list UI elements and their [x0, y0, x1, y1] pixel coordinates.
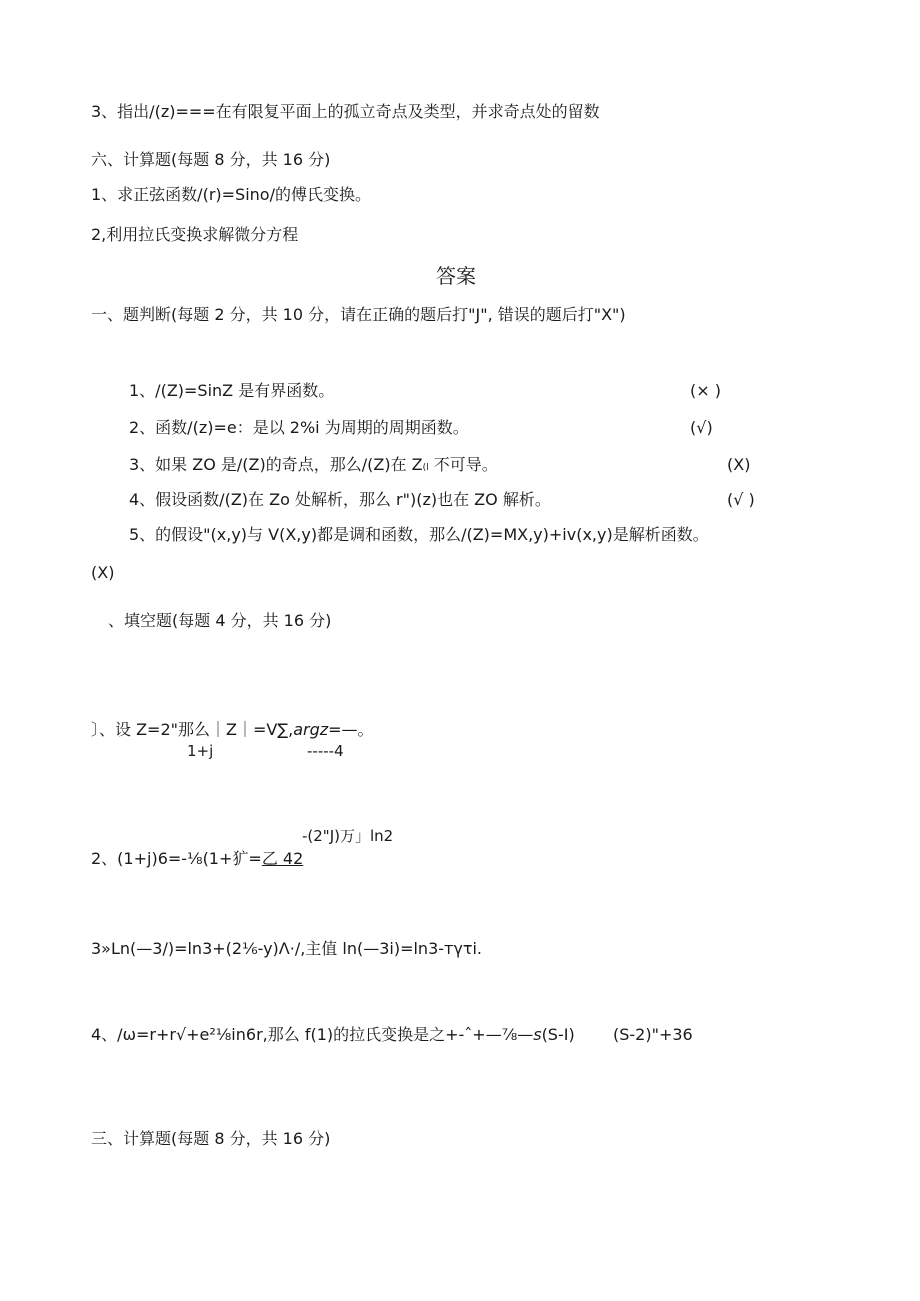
fill-q4-main: 4、/ω=r+r√+e²⅛in6r,那么 f(1)的拉氏变换是之+-ˆ+—⅞— — [91, 1025, 534, 1044]
tf-item-3-text: 3、如果 ZO 是/(Z)的奇点，那么/(Z)在 Z — [129, 455, 423, 474]
tf-item-3-text-after: 不可导。 — [428, 455, 498, 474]
tf-item-1-mark: (× ) — [690, 381, 721, 400]
part1-heading: 一、题判断(每题 2 分，共 10 分，请在正确的题后打"J", 错误的题后打"X") — [91, 305, 626, 324]
fill-q2-numerator: -(2"J)万」ln2 — [302, 827, 394, 845]
tf-item-5: 5、的假设"(x,y)与 V(X,y)都是调和函数，那么/(Z)=MX,y)+iv(x,y)是解析函数。 — [129, 525, 709, 544]
part3-heading: 三、计算题(每题 8 分，共 16 分) — [91, 1129, 331, 1148]
answers-title: 答案 — [436, 264, 476, 288]
tf-item-4: 4、假设函数/(Z)在 Zo 处解析，那么 r")(z)也在 ZO 解析。 — [129, 490, 551, 509]
tf-item-1: 1、/(Z)=SinZ 是有界函数。 — [129, 381, 335, 400]
fill-q1-main: 〕、设 Z=2"那么｜Z｜=V∑, — [91, 720, 294, 739]
tf-item-3-mark: (X) — [727, 455, 751, 474]
fill-q4-s: s — [533, 1025, 542, 1044]
tf-item-3 — [129, 457, 498, 473]
part2-heading: 、填空题(每题 4 分，共 16 分) — [108, 611, 332, 630]
tf-item-5-mark: (X) — [91, 563, 115, 582]
fill-q2-answer: 乙 42 — [261, 849, 304, 868]
fill-q4-sl: (S-I) — [541, 1025, 575, 1044]
fill-q1-arg: argz — [293, 720, 329, 739]
fill-q2-main: 2、(1+j)6=-⅛(1+犷= — [91, 849, 262, 868]
tf-item-4-mark: (√ ) — [727, 490, 755, 509]
tf-item-2-mark: (√) — [690, 418, 713, 437]
question-3-residue: 3、指出/(z)===在有限复平面上的孤立奇点及类型，并求奇点处的留数 — [91, 102, 600, 121]
fill-q1-tail: =—。 — [328, 720, 374, 739]
fill-q4-tail: (S-2)"+36 — [613, 1025, 693, 1044]
tf-item-3-subscript: (l — [422, 463, 429, 473]
section-6-heading: 六、计算题(每题 8 分，共 16 分) — [91, 150, 331, 169]
fill-q4 — [91, 1027, 575, 1043]
fill-q3: 3»Ln(—3/)=ln3+(2⅙-y)Λ·/,主值 ln(—3i)=ln3-тγτi. — [91, 939, 482, 958]
question-6-1: 1、求正弦函数/(r)=Sino/的傅氏变换。 — [91, 185, 371, 204]
fill-q1-fraction: -----4 — [307, 742, 344, 760]
fill-q1-denominator: 1+j — [187, 742, 214, 760]
tf-item-2: 2、函数/(z)=e：是以 2%i 为周期的周期函数。 — [129, 418, 469, 437]
question-6-2: 2,利用拉氏变换求解微分方程 — [91, 225, 299, 244]
fill-q1 — [91, 722, 374, 738]
fill-q2 — [91, 851, 303, 867]
